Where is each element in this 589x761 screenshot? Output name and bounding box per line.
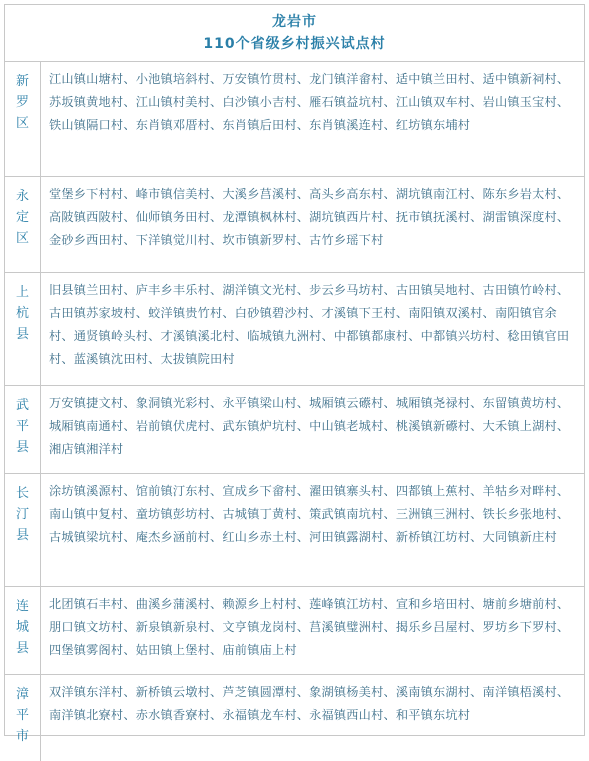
region-char: 县 xyxy=(15,528,29,543)
region-name xyxy=(5,474,41,586)
region-name xyxy=(5,386,41,473)
region-char: 县 xyxy=(15,641,29,656)
region-row xyxy=(5,474,584,587)
region-name xyxy=(5,587,41,674)
region-char: 连 xyxy=(15,599,29,614)
region-char: 区 xyxy=(15,116,29,131)
region-label xyxy=(16,71,30,134)
region-name xyxy=(5,675,41,761)
region-char: 汀 xyxy=(15,507,29,522)
region-label xyxy=(16,684,30,747)
region-char: 县 xyxy=(15,327,29,342)
village-list: 堂堡乡下村村、峰市镇信美村、大溪乡莒溪村、高头乡高东村、湖坑镇南江村、陈东乡岩太村、高陂镇西陂村、仙师镇务田村、龙潭镇枫林村、湖坑镇西片村、抚市镇抚溪村、湖雷镇深度村、金砂乡西田村、下洋镇觉川村、坎市镇新罗村、古竹乡瑶下村 xyxy=(49,187,570,247)
region-row xyxy=(5,273,584,386)
region-char: 平 xyxy=(15,419,29,434)
region-row xyxy=(5,386,584,474)
region-label xyxy=(16,395,30,458)
region-char: 区 xyxy=(15,231,29,246)
pilot-village-table xyxy=(4,4,585,744)
village-list: 旧县镇兰田村、庐丰乡丰乐村、湖洋镇文光村、步云乡马坊村、古田镇吴地村、古田镇竹岭村、古田镇苏家坡村、蛟洋镇贵竹村、白砂镇碧沙村、才溪镇下王村、南阳镇双溪村、南阳镇官余村、通贤镇岭头村、才溪镇溪北村、临城镇九洲村、中都镇都康村、中都镇兴坊村、稔田镇官田村、蓝溪镇沈田村、太拔镇院田村 xyxy=(49,283,570,366)
region-char: 武 xyxy=(15,398,29,413)
region-label xyxy=(16,596,30,659)
region-label xyxy=(16,282,30,345)
region-name xyxy=(5,62,41,176)
village-list: 涂坊镇溪源村、馆前镇汀东村、宣成乡下畲村、濯田镇寨头村、四都镇上蕉村、羊牯乡对畔村、南山镇中复村、童坊镇彭坊村、古城镇丁黄村、策武镇南坑村、三洲镇三洲村、铁长乡张地村、古城镇梁坑村、庵杰乡涵前村、红山乡赤土村、河田镇露湖村、新桥镇江坊村、大同镇新庄村 xyxy=(49,484,570,544)
village-list: 万安镇捷文村、象洞镇光彩村、永平镇梁山村、城厢镇云礤村、城厢镇尧禄村、东留镇黄坊村、城厢镇南通村、岩前镇伏虎村、武东镇炉坑村、中山镇老城村、桃溪镇新礤村、大禾镇上湖村、湘店镇湘洋村 xyxy=(49,396,570,456)
region-char: 城 xyxy=(15,620,29,635)
region-name xyxy=(5,273,41,385)
region-row xyxy=(5,587,584,675)
region-name xyxy=(5,177,41,272)
village-list: 双洋镇东洋村、新桥镇云墩村、芦芝镇圆潭村、象湖镇杨美村、溪南镇东湖村、南洋镇梧溪村、南洋镇北寮村、赤水镇香寮村、永福镇龙车村、永福镇西山村、和平镇东坑村 xyxy=(49,685,570,722)
region-char: 市 xyxy=(15,729,29,744)
region-row xyxy=(5,675,584,761)
region-char: 漳 xyxy=(15,687,29,702)
region-char: 县 xyxy=(15,440,29,455)
region-char: 上 xyxy=(15,285,29,300)
region-label xyxy=(16,186,30,249)
region-char: 长 xyxy=(15,486,29,501)
region-char: 杭 xyxy=(15,306,29,321)
region-row xyxy=(5,177,584,273)
village-list: 北团镇石丰村、曲溪乡蒲溪村、赖源乡上村村、莲峰镇江坊村、宣和乡培田村、塘前乡塘前村、朋口镇文坊村、新泉镇新泉村、文亨镇龙岗村、莒溪镇璧洲村、揭乐乡吕屋村、罗坊乡下罗村、四堡镇雾阁村、姑田镇上堡村、庙前镇庙上村 xyxy=(49,597,570,657)
table-header xyxy=(5,5,584,62)
region-row xyxy=(5,62,584,177)
page-title: 龙岩市 xyxy=(272,14,317,30)
region-char: 新 xyxy=(15,74,29,89)
region-char: 定 xyxy=(15,210,29,225)
region-label xyxy=(16,483,30,546)
village-list: 江山镇山塘村、小池镇培斜村、万安镇竹贯村、龙门镇洋畲村、适中镇兰田村、适中镇新祠村、苏坂镇黄地村、江山镇村美村、白沙镇小吉村、雁石镇益坑村、江山镇双车村、岩山镇玉宝村、铁山镇隔口村、东肖镇邓厝村、东肖镇后田村、东肖镇溪连村、红坊镇东埔村 xyxy=(49,72,570,132)
region-char: 永 xyxy=(15,189,29,204)
region-char: 罗 xyxy=(15,95,29,110)
region-char: 平 xyxy=(15,708,29,723)
page-subtitle: 110个省级乡村振兴试点村 xyxy=(203,36,386,52)
